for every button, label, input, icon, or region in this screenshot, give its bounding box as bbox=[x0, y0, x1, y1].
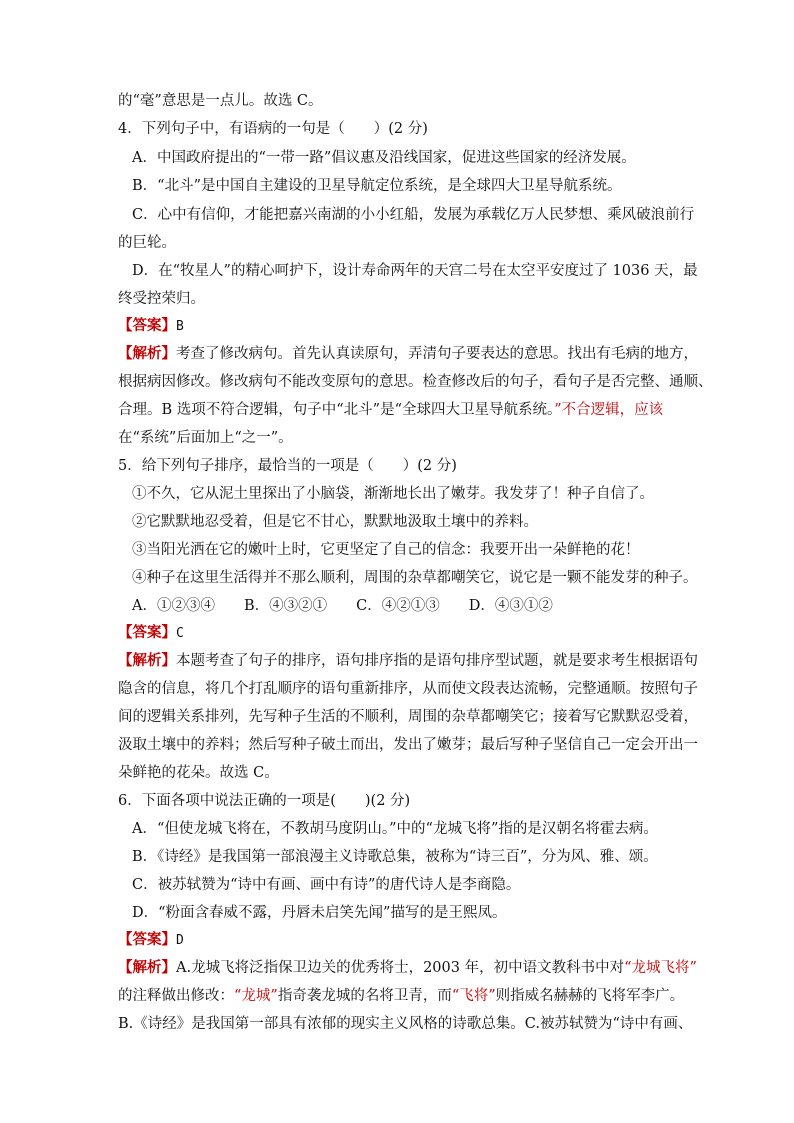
analysis-text: 考查了修改病句。首先认真读原句，弄清句子要表达的意思。找出有毛病的地方， bbox=[176, 346, 698, 362]
option-text: 的巨轮。 bbox=[118, 235, 176, 251]
text: 的“毫”意思是一点儿。故选 C。 bbox=[118, 93, 323, 109]
question-text: 6．下面各项中说法正确的一项是( )(2 分) bbox=[118, 793, 411, 809]
option-d bbox=[132, 902, 794, 924]
sentence-text: ①不久，它从泥土里探出了小脑袋，渐渐地长出了嫩芽。我发芽了！种子自信了。 bbox=[132, 486, 654, 502]
text-line bbox=[118, 985, 794, 1007]
analysis-highlight: ”不合逻辑，应该 bbox=[554, 402, 664, 418]
question-text: 5．给下列句子排序，最恰当的一项是（ ）(2 分) bbox=[118, 458, 457, 474]
option-c bbox=[132, 204, 794, 226]
analysis-text: 汲取土壤中的养料；然后写种子破土而出，发出了嫩芽；最后写种子坚信自己一定会开出一 bbox=[118, 737, 698, 753]
option-text: 终受控荣归。 bbox=[118, 291, 205, 307]
question-6 bbox=[118, 790, 794, 812]
text-line bbox=[118, 1013, 794, 1035]
option-d bbox=[132, 260, 794, 282]
analysis-tag: 【解析】 bbox=[118, 652, 176, 669]
option-text: B．《诗经》是我国第一部浪漫主义诗歌总集，被称为“诗三百”，分为风、雅、颂。 bbox=[132, 849, 658, 865]
answer-6 bbox=[118, 929, 794, 952]
option-d-cont bbox=[118, 288, 794, 310]
option-text: C．被苏轼赞为“诗中有画、画中有诗”的唐代诗人是李商隐。 bbox=[132, 877, 521, 893]
analysis-text: 本题考查了句子的排序，语句排序指的是语句排序型试题，就是要求考生根据语句 bbox=[176, 653, 698, 669]
analysis-4 bbox=[118, 343, 794, 365]
option-text: C．心中有信仰，才能把嘉兴南湖的小小红船，发展为承载亿万人民梦想、乘风破浪前行 bbox=[132, 207, 695, 223]
analysis-text: 在“系统”后面加上“之一”。 bbox=[118, 430, 293, 446]
sentence-1 bbox=[132, 483, 794, 505]
text-line bbox=[118, 762, 794, 784]
option-b bbox=[132, 846, 794, 868]
sentence-4 bbox=[132, 567, 794, 589]
analysis-text: 指奇袭龙城的名将卫青，而 bbox=[277, 988, 452, 1004]
option-a bbox=[132, 818, 794, 840]
option-c-cont bbox=[118, 232, 794, 254]
analysis-6 bbox=[118, 957, 794, 979]
text-line bbox=[118, 90, 794, 112]
analysis-tag: 【解析】 bbox=[118, 959, 176, 976]
answer-value: D bbox=[176, 933, 184, 948]
option-text: A．“但使龙城飞将在，不教胡马度阴山。”中的“龙城飞将”指的是汉朝名将霍去病。 bbox=[132, 821, 658, 837]
analysis-text: A.龙城飞将泛指保卫边关的优秀将士，2003 年，初中语文教科书中对 bbox=[176, 960, 625, 976]
question-5 bbox=[118, 455, 794, 477]
option-text: A．中国政府提出的“一带一路”倡议惠及沿线国家，促进这些国家的经济发展。 bbox=[132, 150, 636, 166]
question-4 bbox=[118, 118, 794, 140]
option-text: D．“粉面含春威不露，丹唇未启笑先闻”描写的是王熙凤。 bbox=[132, 905, 507, 921]
answer-5 bbox=[118, 622, 794, 645]
text-line bbox=[118, 399, 794, 421]
text-line bbox=[118, 427, 794, 449]
answer-tag: 【答案】 bbox=[118, 931, 176, 948]
analysis-text: 则指威名赫赫的飞将军李广。 bbox=[495, 988, 685, 1004]
sentence-text: ②它默默地忍受着，但是它不甘心，默默地汲取土壤中的养料。 bbox=[132, 514, 538, 530]
option-b bbox=[132, 175, 794, 197]
analysis-text: 隐含的信息，将几个打乱顺序的语句重新排序，从而使文段表达流畅，完整通顺。按照句子 bbox=[118, 681, 698, 697]
text-line bbox=[118, 678, 794, 700]
analysis-text: 根据病因修改。修改病句不能改变原句的意思。检查修改后的句子，看句子是否完整、通顺、 bbox=[118, 374, 713, 390]
option-text: D．在“牧星人”的精心呵护下，设计寿命两年的天宫二号在太空平安度过了 1036 天，最 bbox=[132, 263, 698, 279]
answer-tag: 【答案】 bbox=[118, 624, 176, 641]
options-text: A．①②③④ B．④③②① C．④②①③ D．④③①② bbox=[132, 598, 553, 614]
sentence-text: ④种子在这里生活得并不那么顺利，周围的杂草都嘲笑它，说它是一颗不能发芽的种子。 bbox=[132, 570, 698, 586]
options-row bbox=[132, 595, 794, 617]
sentence-text: ③当阳光洒在它的嫩叶上时，它更坚定了自己的信念：我要开出一朵鲜艳的花！ bbox=[132, 542, 640, 558]
text-line bbox=[118, 371, 794, 393]
analysis-text: 合理。B 选项不符合逻辑，句子中“北斗”是“全球四大卫星导航系统。 bbox=[118, 402, 555, 418]
answer-value: B bbox=[176, 319, 184, 334]
analysis-highlight: “龙城飞将” bbox=[624, 960, 697, 976]
sentence-3 bbox=[132, 539, 794, 561]
option-text: B．“北斗”是中国自主建设的卫星导航定位系统，是全球四大卫星导航系统。 bbox=[132, 178, 622, 194]
answer-tag: 【答案】 bbox=[118, 317, 176, 334]
analysis-highlight: “飞将” bbox=[451, 988, 496, 1004]
analysis-tag: 【解析】 bbox=[118, 345, 176, 362]
analysis-text: 间的逻辑关系排列，先写种子生活的不顺利，周围的杂草都嘲笑它；接着写它默默忍受着， bbox=[118, 709, 698, 725]
analysis-highlight: “龙城” bbox=[234, 988, 278, 1004]
analysis-5 bbox=[118, 650, 794, 672]
option-a bbox=[132, 147, 794, 169]
question-text: 4．下列句子中，有语病的一句是（ ）(2 分) bbox=[118, 121, 428, 137]
option-c bbox=[132, 874, 794, 896]
text-line bbox=[118, 706, 794, 728]
analysis-text: 的注释做出修改： bbox=[118, 988, 234, 1004]
analysis-text: B.《诗经》是我国第一部具有浓郁的现实主义风格的诗歌总集。C.被苏轼赞为“诗中有画、 bbox=[118, 1016, 693, 1032]
sentence-2 bbox=[132, 511, 794, 533]
text-line bbox=[118, 734, 794, 756]
answer-4 bbox=[118, 315, 794, 338]
answer-value: C bbox=[176, 626, 184, 641]
analysis-text: 朵鲜艳的花朵。故选 C。 bbox=[118, 765, 279, 781]
